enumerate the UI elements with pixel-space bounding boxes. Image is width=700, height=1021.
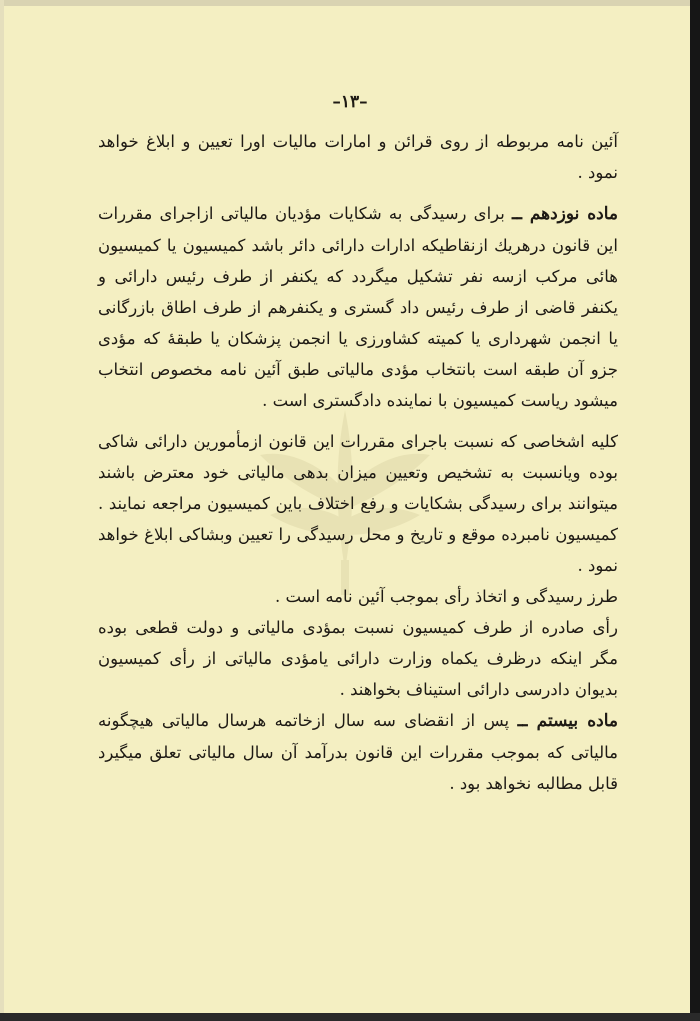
article-19-paragraph xyxy=(98,198,618,416)
paragraph xyxy=(98,426,618,581)
article-heading: ماده نوزدهم ــ xyxy=(512,204,618,224)
scan-edge-top xyxy=(0,0,700,6)
paragraph xyxy=(98,612,618,705)
paragraph-text: آئین نامه مربوطه از روی قرائن و امارات مالیات اورا تعیین و ابلاغ خواهد نمود . xyxy=(98,132,618,182)
paragraph-text: پس از انقضای سه سال ازخاتمه هرسال مالیاتی هیچگونه مالیاتی که بموجب مقررات این قانون بدرآمد آن سال مالیاتی تعلق میگیرد قابل مطالبه نخواهد بود . xyxy=(98,711,618,793)
body-text xyxy=(98,126,618,799)
paragraph-text: برای رسیدگی به شکایات مؤدیان مالیاتی ازاجرای مقررات این قانون درهریك ازنقاطیکه ادارات دارائی دائر باشد کمیسیون یا کمیسیون هائی مرکب ازسه نفر تشکیل میگردد که یکنفر از طرف رئیس دارائی و یکنفر قاضی از طرف رئیس داد گستری و یکنفرهم از طرف اطاق بازرگانی یا انجمن شهرداری یا کمیته کشاورزی یا انجمن پزشکان یا طبقهٔ که مؤدی جزو آن طبقه است بانتخاب مؤدی مالیاتی طبق آئین نامه مخصوص انتخاب میشود ریاست کمیسیون با نماینده دادگستری است . xyxy=(98,204,618,410)
paragraph-text: طرز رسیدگی و اتخاذ رأی بموجب آئین نامه است . xyxy=(274,587,618,606)
article-20-paragraph xyxy=(98,705,618,799)
scan-edge-right xyxy=(690,0,700,1021)
paragraph-text: رأی صادره از طرف کمیسیون نسبت بمؤدی مالیاتی و دولت قطعی بوده مگر اینکه درظرف یکماه وزارت دارائی یامؤدی مالیاتی از رأی کمیسیون بدیوان دادرسی دارائی استیناف بخواهند . xyxy=(98,618,618,699)
paragraph-text: کلیه اشخاصی که نسبت باجرای مقررات این قانون ازمأمورین دارائی شاکی بوده ویانسبت به تشخیص وتعیین میزان بدهی مالیاتی خود معترض باشند میتوانند برای رسیدگی بشکایات و رفع اختلاف باین کمیسیون مراجعه نمایند . کمیسیون نامبرده موقع و تاریخ و محل رسیدگی را تعیین وبشاکی ابلاغ خواهد نمود . xyxy=(98,432,618,575)
scan-edge-bottom xyxy=(0,1013,700,1021)
scan-edge-left xyxy=(0,0,4,1021)
paragraph xyxy=(98,126,618,188)
article-heading: ماده بیستم ــ xyxy=(517,711,618,731)
paragraph xyxy=(98,581,618,612)
page-number: –۱۳– xyxy=(332,92,368,112)
